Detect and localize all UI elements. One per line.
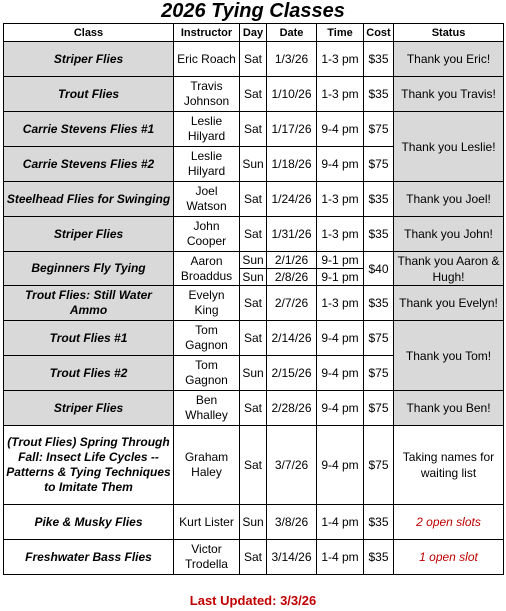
header-day: Day: [240, 24, 267, 42]
class-name: Trout Flies: Still Water Ammo: [4, 286, 174, 321]
cost: $35: [364, 182, 394, 217]
instructor: Victor Trodella: [174, 540, 240, 575]
table-row: [4, 112, 504, 147]
table-row: [4, 217, 504, 252]
class-name: Striper Flies: [4, 391, 174, 426]
status: Thank you Travis!: [394, 77, 504, 112]
class-name: Steelhead Flies for Swinging: [4, 182, 174, 217]
time: 1-3 pm: [317, 182, 364, 217]
cost: $75: [364, 356, 394, 391]
status-open-slots: 1 open slot: [394, 540, 504, 575]
day: Sat: [240, 42, 267, 77]
cost: $35: [364, 505, 394, 540]
instructor: Kurt Lister: [174, 505, 240, 540]
cost: $35: [364, 77, 394, 112]
cost: $75: [364, 321, 394, 356]
instructor: Evelyn King: [174, 286, 240, 321]
day: Sat: [240, 112, 267, 147]
date: 2/7/26: [267, 286, 317, 321]
day-second-session: Sun: [240, 269, 267, 286]
class-name: Beginners Fly Tying: [4, 252, 174, 286]
table-row: [4, 321, 504, 356]
time: 9-1 pm: [317, 252, 364, 269]
header-row: [4, 24, 504, 42]
day: Sun: [240, 147, 267, 182]
cost: $75: [364, 426, 394, 505]
instructor: Leslie Hilyard: [174, 147, 240, 182]
instructor: John Cooper: [174, 217, 240, 252]
time: 9-4 pm: [317, 391, 364, 426]
date: 2/1/26: [267, 252, 317, 269]
status: Thank you Ben!: [394, 391, 504, 426]
instructor: Leslie Hilyard: [174, 112, 240, 147]
header-date: Date: [267, 24, 317, 42]
status: Thank you John!: [394, 217, 504, 252]
cost: $35: [364, 42, 394, 77]
status: Thank you Tom!: [394, 321, 504, 391]
cost: $35: [364, 217, 394, 252]
instructor: Aaron Broaddus: [174, 252, 240, 286]
time: 1-3 pm: [317, 42, 364, 77]
class-name: Carrie Stevens Flies #1: [4, 112, 174, 147]
time: 1-3 pm: [317, 217, 364, 252]
classes-table: [3, 23, 504, 575]
time: 1-3 pm: [317, 286, 364, 321]
last-updated: Last Updated: 3/3/26: [189, 593, 317, 608]
cost: $75: [364, 391, 394, 426]
date: 1/3/26: [267, 42, 317, 77]
class-name: Striper Flies: [4, 217, 174, 252]
instructor: Tom Gagnon: [174, 356, 240, 391]
date: 2/14/26: [267, 321, 317, 356]
class-name: (Trout Flies) Spring Through Fall: Insect Life Cycles -- Patterns & Tying Techniques to Imitate Them: [4, 426, 174, 505]
table-row: [4, 42, 504, 77]
day: Sat: [240, 77, 267, 112]
cost: $35: [364, 540, 394, 575]
date: 2/15/26: [267, 356, 317, 391]
instructor: Travis Johnson: [174, 77, 240, 112]
day: Sat: [240, 426, 267, 505]
day: Sat: [240, 321, 267, 356]
class-name: Striper Flies: [4, 42, 174, 77]
header-class: Class: [4, 24, 174, 42]
status: Thank you Eric!: [394, 42, 504, 77]
time: 1-3 pm: [317, 77, 364, 112]
date: 1/18/26: [267, 147, 317, 182]
date-second-session: 2/8/26: [267, 269, 317, 286]
day: Sun: [240, 356, 267, 391]
class-name: Freshwater Bass Flies: [4, 540, 174, 575]
instructor: Joel Watson: [174, 182, 240, 217]
header-instructor: Instructor: [174, 24, 240, 42]
cost: $35: [364, 286, 394, 321]
cost: $75: [364, 112, 394, 147]
day: Sat: [240, 540, 267, 575]
class-name: Trout Flies #1: [4, 321, 174, 356]
status: Thank you Evelyn!: [394, 286, 504, 321]
header-status: Status: [394, 24, 504, 42]
time-second-session: 9-1 pm: [317, 269, 364, 286]
header-time: Time: [317, 24, 364, 42]
time: 9-4 pm: [317, 147, 364, 182]
instructor: Eric Roach: [174, 42, 240, 77]
table-row: [4, 391, 504, 426]
date: 2/28/26: [267, 391, 317, 426]
cost: $75: [364, 147, 394, 182]
table-row: [4, 77, 504, 112]
day: Sat: [240, 286, 267, 321]
instructor: Tom Gagnon: [174, 321, 240, 356]
time: 9-4 pm: [317, 356, 364, 391]
date: 1/10/26: [267, 77, 317, 112]
date: 3/8/26: [267, 505, 317, 540]
date: 1/31/26: [267, 217, 317, 252]
day: Sat: [240, 217, 267, 252]
day: Sun: [240, 252, 267, 269]
class-name: Trout Flies #2: [4, 356, 174, 391]
day: Sun: [240, 505, 267, 540]
status: Thank you Aaron & Hugh!: [394, 252, 504, 286]
status: Thank you Joel!: [394, 182, 504, 217]
cost: $40: [364, 252, 394, 286]
time: 9-4 pm: [317, 112, 364, 147]
time: 1-4 pm: [317, 505, 364, 540]
time: 9-4 pm: [317, 321, 364, 356]
status-open-slots: 2 open slots: [394, 505, 504, 540]
class-name: Pike & Musky Flies: [4, 505, 174, 540]
date: 1/17/26: [267, 112, 317, 147]
day: Sat: [240, 182, 267, 217]
date: 1/24/26: [267, 182, 317, 217]
day: Sat: [240, 391, 267, 426]
table-row: [4, 505, 504, 540]
date: 3/14/26: [267, 540, 317, 575]
instructor: Graham Haley: [174, 426, 240, 505]
table-row: [4, 540, 504, 575]
class-name: Trout Flies: [4, 77, 174, 112]
header-cost: Cost: [364, 24, 394, 42]
status: Taking names for waiting list: [394, 426, 504, 505]
table-row: [4, 426, 504, 505]
time: 9-4 pm: [317, 426, 364, 505]
instructor: Ben Whalley: [174, 391, 240, 426]
table-row: [4, 182, 504, 217]
class-name: Carrie Stevens Flies #2: [4, 147, 174, 182]
status: Thank you Leslie!: [394, 112, 504, 182]
date: 3/7/26: [267, 426, 317, 505]
page-title: 2026 Tying Classes: [161, 0, 345, 22]
time: 1-4 pm: [317, 540, 364, 575]
table-row: [4, 286, 504, 321]
table-row: [4, 252, 504, 269]
